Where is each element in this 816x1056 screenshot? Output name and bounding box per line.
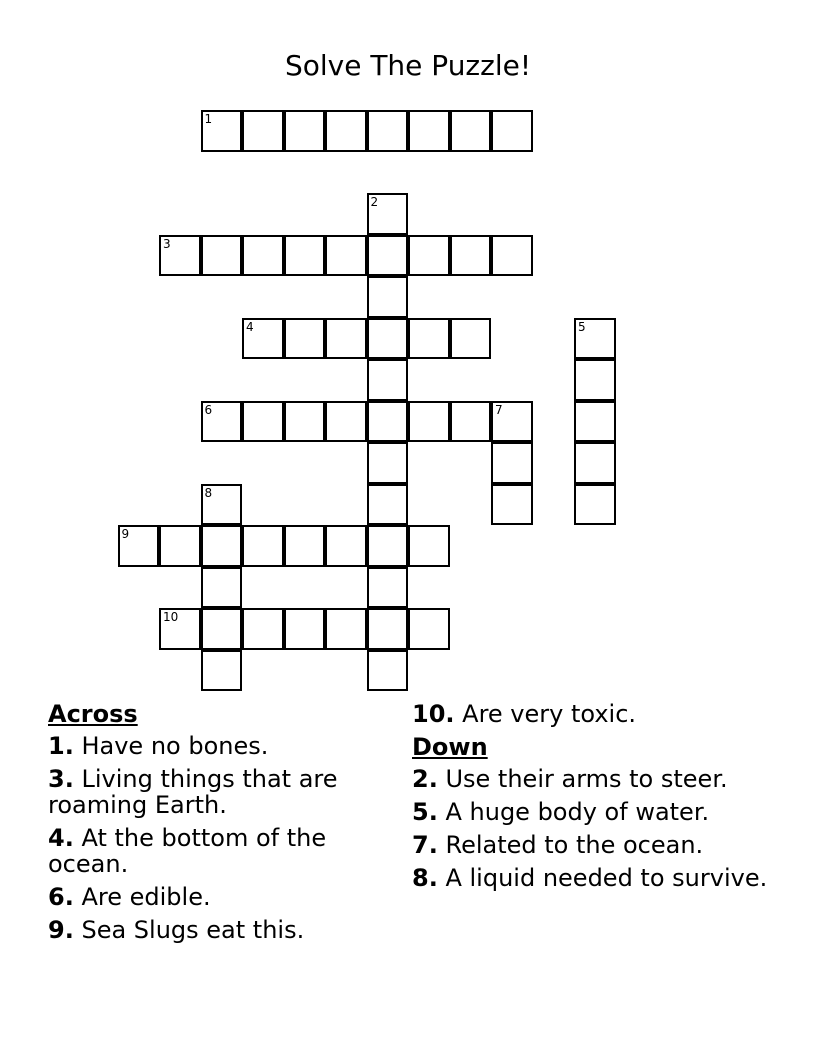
- clue-number: 1.: [48, 732, 74, 760]
- grid-cell[interactable]: [201, 525, 243, 567]
- clue-text: Related to the ocean.: [445, 831, 704, 859]
- grid-cell[interactable]: [284, 401, 326, 443]
- grid-cell[interactable]: [408, 525, 450, 567]
- cell-number: 6: [204, 402, 213, 417]
- grid-cell[interactable]: [408, 608, 450, 650]
- grid-cell[interactable]: [450, 110, 492, 152]
- cell-number: 2: [370, 195, 379, 209]
- clues-column-left: [48, 701, 398, 950]
- grid-cell[interactable]: [325, 401, 367, 443]
- clue-across-6: [48, 884, 398, 910]
- grid-cell[interactable]: [574, 359, 616, 401]
- grid-cell[interactable]: [325, 525, 367, 567]
- grid-cell[interactable]: [367, 401, 409, 443]
- grid-cell[interactable]: [367, 235, 409, 277]
- grid-cell[interactable]: [367, 193, 409, 235]
- cell-number: 4: [246, 319, 254, 334]
- grid-cell[interactable]: [367, 276, 409, 318]
- grid-cell[interactable]: [325, 110, 367, 152]
- grid-cell[interactable]: [242, 608, 284, 650]
- grid-cell[interactable]: [408, 235, 450, 277]
- grid-cell[interactable]: [284, 318, 326, 360]
- grid-cell[interactable]: [325, 318, 367, 360]
- grid-cell[interactable]: [284, 110, 326, 152]
- clue-text: Are edible.: [81, 883, 211, 911]
- grid-cell[interactable]: [118, 525, 160, 567]
- grid-cell[interactable]: [574, 484, 616, 526]
- grid-cell[interactable]: [367, 484, 409, 526]
- grid-cell[interactable]: [201, 567, 243, 609]
- grid-cell[interactable]: [201, 608, 243, 650]
- grid-cell[interactable]: [201, 484, 243, 526]
- clue-across-3: [48, 766, 398, 818]
- grid-cell[interactable]: [242, 235, 284, 277]
- clue-text: A liquid needed to survive.: [445, 864, 768, 892]
- clue-down-7: [412, 832, 772, 858]
- grid-cell[interactable]: [159, 525, 201, 567]
- clues-column-right: [412, 701, 772, 898]
- grid-cell[interactable]: [159, 235, 201, 277]
- clue-across-4: [48, 825, 398, 877]
- grid-cell[interactable]: [408, 318, 450, 360]
- clue-text: Living things that are roaming Earth.: [48, 765, 338, 819]
- clue-number: 8.: [412, 864, 438, 892]
- grid-cell[interactable]: [491, 235, 533, 277]
- clue-number: 7.: [412, 831, 438, 859]
- clue-text: Use their arms to steer.: [445, 765, 728, 793]
- clue-across-10: [412, 701, 772, 727]
- grid-cell[interactable]: [284, 525, 326, 567]
- cell-number: 8: [204, 485, 213, 500]
- grid-cell[interactable]: [201, 650, 243, 692]
- grid-cell[interactable]: [408, 401, 450, 443]
- grid-cell[interactable]: [491, 484, 533, 526]
- grid-cell[interactable]: [367, 525, 409, 567]
- grid-cell[interactable]: [450, 401, 492, 443]
- clue-number: 5.: [412, 798, 438, 826]
- clue-number: 2.: [412, 765, 438, 793]
- grid-cell[interactable]: [367, 318, 409, 360]
- clue-number: 4.: [48, 824, 74, 852]
- clue-number: 6.: [48, 883, 74, 911]
- grid-cell[interactable]: [491, 401, 533, 443]
- clue-across-1: [48, 733, 398, 759]
- grid-cell[interactable]: [367, 110, 409, 152]
- grid-cell[interactable]: [408, 110, 450, 152]
- grid-cell[interactable]: [491, 442, 533, 484]
- clue-text: Have no bones.: [81, 732, 269, 760]
- across-heading: Across: [48, 700, 138, 728]
- clue-text: At the bottom of the ocean.: [48, 824, 327, 878]
- grid-cell[interactable]: [284, 235, 326, 277]
- grid-cell[interactable]: [574, 401, 616, 443]
- grid-cell[interactable]: [574, 442, 616, 484]
- grid-cell[interactable]: [367, 442, 409, 484]
- grid-cell[interactable]: [367, 567, 409, 609]
- cell-number: 10: [163, 610, 179, 624]
- cell-number: 5: [578, 319, 586, 334]
- grid-cell[interactable]: [201, 235, 243, 277]
- grid-cell[interactable]: [242, 401, 284, 443]
- cell-number: 7: [495, 402, 503, 417]
- clue-number: 9.: [48, 916, 74, 944]
- grid-cell[interactable]: [201, 401, 243, 443]
- clue-across-9: [48, 917, 398, 943]
- grid-cell[interactable]: [201, 110, 243, 152]
- clue-number: 3.: [48, 765, 74, 793]
- grid-cell[interactable]: [450, 318, 492, 360]
- grid-cell[interactable]: [574, 318, 616, 360]
- cell-number: 1: [204, 112, 213, 126]
- clue-text: A huge body of water.: [445, 798, 710, 826]
- grid-cell[interactable]: [450, 235, 492, 277]
- grid-cell[interactable]: [242, 318, 284, 360]
- grid-cell[interactable]: [325, 608, 367, 650]
- grid-cell[interactable]: [367, 608, 409, 650]
- down-heading: Down: [412, 733, 488, 761]
- grid-cell[interactable]: [159, 608, 201, 650]
- grid-cell[interactable]: [242, 110, 284, 152]
- grid-cell[interactable]: [367, 359, 409, 401]
- clue-down-8: [412, 865, 772, 891]
- grid-cell[interactable]: [325, 235, 367, 277]
- clue-text: Sea Slugs eat this.: [81, 916, 305, 944]
- cell-number: 9: [121, 527, 130, 541]
- clue-down-5: [412, 799, 772, 825]
- grid-cell[interactable]: [284, 608, 326, 650]
- clue-text: Are very toxic.: [462, 700, 637, 728]
- cell-number: 3: [163, 236, 171, 251]
- clue-down-2: [412, 766, 772, 792]
- clue-number: 10.: [412, 700, 455, 728]
- grid-cell[interactable]: [491, 110, 533, 152]
- grid-cell[interactable]: [242, 525, 284, 567]
- page-title: Solve The Puzzle!: [284, 49, 532, 82]
- grid-cell[interactable]: [367, 650, 409, 692]
